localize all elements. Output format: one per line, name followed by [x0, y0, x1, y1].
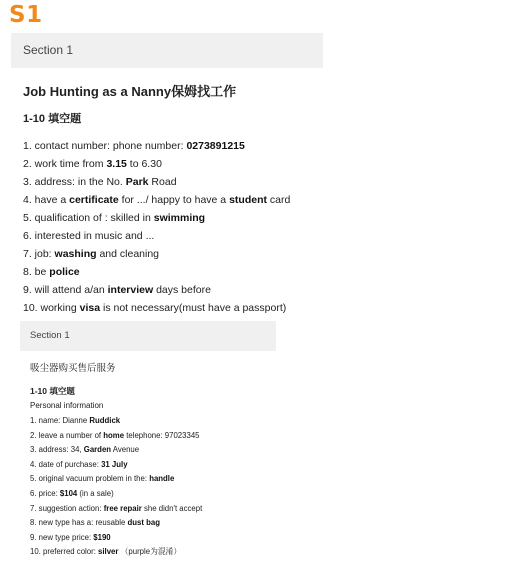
- answer-keyword: $190: [93, 532, 111, 542]
- answer-item: [23, 299, 323, 317]
- question-type-label: 1-10 填空题: [23, 113, 82, 125]
- answer-text: 7. suggestion action:: [30, 503, 104, 513]
- answer-text: days before: [153, 284, 211, 296]
- answer-item: [23, 245, 323, 263]
- answer-item: [23, 173, 323, 191]
- answer-text: 6. price:: [30, 488, 60, 498]
- answer-keyword: student: [229, 194, 267, 206]
- answer-text: 8. new type has a: reusable: [30, 518, 128, 528]
- answer-text: card: [266, 194, 291, 206]
- answer-text: 4. have a: [23, 194, 70, 206]
- answer-item: [23, 209, 323, 227]
- answer-keyword: visa: [79, 302, 101, 314]
- answer-item: [23, 191, 323, 209]
- answer-item: [30, 443, 276, 458]
- answer-item: [23, 281, 323, 299]
- answer-text: 2. work time from: [23, 158, 107, 170]
- answer-text: 7. job:: [23, 248, 55, 260]
- answer-keyword: handle: [149, 474, 175, 484]
- answer-keyword: police: [49, 266, 80, 278]
- answer-item: [30, 545, 276, 560]
- answer-text: she didn't accept: [141, 503, 203, 513]
- answer-text: 9. will attend a/an: [23, 284, 108, 296]
- answer-keyword: Garden: [83, 445, 112, 455]
- answer-text: to 6.30: [126, 158, 162, 170]
- answer-text: 1. contact number: phone number:: [23, 140, 187, 152]
- answer-item: [30, 472, 276, 487]
- answer-keyword: interview: [107, 284, 154, 296]
- answer-text: 9. new type price:: [30, 532, 94, 542]
- answer-keyword: certificate: [69, 194, 119, 206]
- answer-item: [30, 516, 276, 531]
- answer-keyword: silver: [98, 547, 119, 557]
- answer-text: 8. be: [23, 266, 50, 278]
- answer-list: [23, 137, 323, 317]
- question-type-label: 1-10 填空题: [30, 386, 75, 396]
- answer-item: [30, 502, 276, 517]
- answer-text: Avenue: [111, 445, 140, 455]
- section-marker: S1: [9, 2, 43, 28]
- answer-keyword: Park: [125, 176, 149, 188]
- answer-keyword: free repair: [103, 503, 142, 513]
- answer-text: 5. qualification of : skilled in: [23, 212, 154, 224]
- answer-item: [23, 263, 323, 281]
- answer-keyword: 31 July: [101, 459, 128, 469]
- card-title: Job Hunting as a Nanny保姆找工作: [23, 84, 237, 99]
- answer-text: 3. address: 34,: [30, 445, 84, 455]
- answer-text: 3. address: in the No.: [23, 176, 126, 188]
- answer-keyword: 0273891215: [186, 140, 245, 152]
- answer-text: 5. original vacuum problem in the:: [30, 474, 150, 484]
- answer-keyword: dust bag: [127, 518, 161, 528]
- answer-text: for .../ happy to have a: [118, 194, 230, 206]
- answer-text: （purple为混淆）: [118, 547, 182, 557]
- answer-text: 2. leave a number of: [30, 430, 104, 440]
- answer-keyword: Ruddick: [89, 416, 121, 425]
- answer-list: [30, 414, 276, 560]
- question-card-vacuum: [20, 321, 276, 565]
- card-title: 吸尘器购买售后服务: [30, 363, 116, 374]
- answer-keyword: home: [103, 430, 125, 440]
- answer-text: 4. date of purchase:: [30, 459, 102, 469]
- answer-text: (in a sale): [77, 488, 114, 498]
- answer-item: [30, 531, 276, 546]
- answer-item: [23, 155, 323, 173]
- answer-text: telephone: 97023345: [124, 430, 200, 440]
- answer-text: and cleaning: [96, 248, 160, 260]
- answer-text: 10. working: [23, 302, 80, 314]
- answer-keyword: washing: [54, 248, 97, 260]
- answer-text: 1. name: Dianne: [30, 416, 90, 425]
- answer-item: [23, 137, 323, 155]
- answer-item: [30, 429, 276, 444]
- answer-item: [23, 227, 323, 245]
- answer-item: [30, 487, 276, 502]
- section-header: Section 1: [11, 33, 323, 68]
- answer-text: is not necessary(must have a passport): [100, 302, 287, 314]
- question-card-nanny: [11, 33, 323, 329]
- answer-keyword: swimming: [153, 212, 206, 224]
- answer-item: [30, 414, 276, 429]
- section-header: Section 1: [20, 321, 276, 351]
- answer-item: [30, 458, 276, 473]
- intro-label: Personal information: [30, 401, 104, 410]
- answer-text: Road: [148, 176, 177, 188]
- answer-text: 10. preferred color:: [30, 547, 99, 557]
- answer-keyword: $104: [59, 488, 78, 498]
- answer-keyword: 3.15: [106, 158, 127, 170]
- answer-text: 6. interested in music and ...: [23, 230, 155, 242]
